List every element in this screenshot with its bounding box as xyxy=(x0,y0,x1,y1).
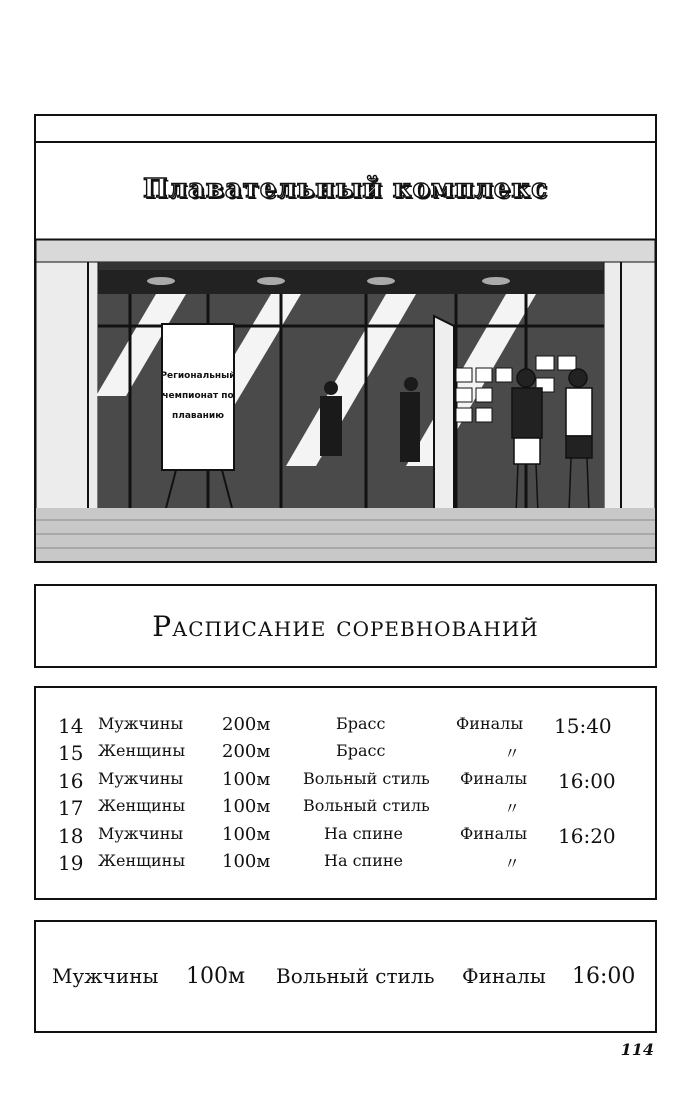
event-distance: 200м xyxy=(222,714,271,735)
schedule-row xyxy=(36,796,655,822)
schedule-row xyxy=(36,769,655,795)
schedule-heading: Расписание соревнований xyxy=(152,609,539,643)
event-stroke: На спине xyxy=(324,824,403,843)
event-stroke: На спине xyxy=(324,851,403,870)
current-event-time: 16:00 xyxy=(572,964,636,989)
event-gender: Мужчины xyxy=(98,714,184,733)
schedule-row xyxy=(36,851,655,877)
event-stroke: Брасс xyxy=(336,714,386,733)
event-gender: Мужчины xyxy=(98,824,184,843)
building-sign: Плавательный комплекс xyxy=(143,174,548,204)
event-distance: 200м xyxy=(222,741,271,762)
event-time: 16:20 xyxy=(558,824,616,848)
event-stroke: Брасс xyxy=(336,741,386,760)
page-number: 114 xyxy=(620,1040,654,1059)
event-stroke: Вольный стиль xyxy=(303,796,430,815)
schedule-row xyxy=(36,741,655,767)
event-round: Финалы xyxy=(460,769,528,788)
event-number: 19 xyxy=(58,851,84,875)
schedule-heading-panel xyxy=(34,584,657,668)
event-number: 16 xyxy=(58,769,84,793)
event-number: 15 xyxy=(58,741,84,765)
event-round: 〃 xyxy=(504,744,521,763)
schedule-panel xyxy=(34,686,657,900)
current-event-panel xyxy=(34,920,657,1033)
event-time: 16:00 xyxy=(558,769,616,793)
event-gender: Мужчины xyxy=(98,769,184,788)
facade-panel xyxy=(34,114,657,563)
current-event-round: Финалы xyxy=(462,964,546,988)
current-event-gender: Мужчины xyxy=(52,964,159,988)
schedule-row xyxy=(36,824,655,850)
event-round: 〃 xyxy=(504,854,521,873)
event-distance: 100м xyxy=(222,769,271,790)
event-gender: Женщины xyxy=(98,796,186,815)
event-number: 17 xyxy=(58,796,84,820)
event-gender: Женщины xyxy=(98,741,186,760)
current-event-stroke: Вольный стиль xyxy=(276,964,435,988)
event-distance: 100м xyxy=(222,851,271,872)
event-round: 〃 xyxy=(504,799,521,818)
event-round: Финалы xyxy=(456,714,524,733)
championship-poster xyxy=(162,328,234,466)
event-distance: 100м xyxy=(222,824,271,845)
event-number: 14 xyxy=(58,714,84,738)
schedule-row xyxy=(36,714,655,740)
current-event-distance: 100м xyxy=(186,964,246,989)
event-round: Финалы xyxy=(460,824,528,843)
event-distance: 100м xyxy=(222,796,271,817)
event-number: 18 xyxy=(58,824,84,848)
poster-text: Региональный чемпионат по плаванию xyxy=(160,371,236,421)
event-gender: Женщины xyxy=(98,851,186,870)
event-time: 15:40 xyxy=(554,714,612,738)
event-stroke: Вольный стиль xyxy=(303,769,430,788)
